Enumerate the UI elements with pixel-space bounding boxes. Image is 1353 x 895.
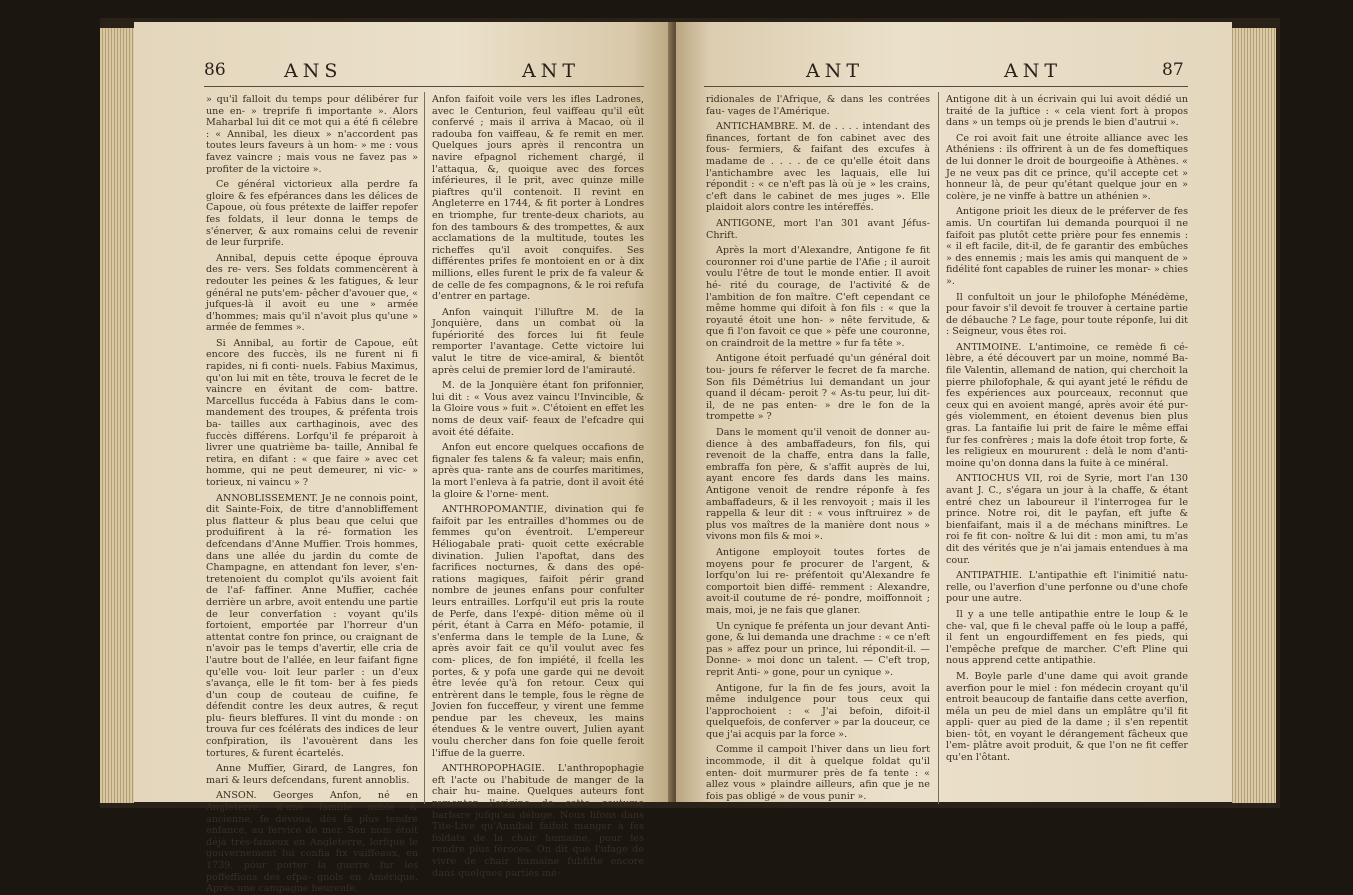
right-running-head-1: ANT — [806, 60, 865, 82]
paragraph: ANTHROPOMANTIE, divination qui fe faifoit par les entrailles d'hommes ou de femmes qu'on éventroit. L'empereur Héliogabale prati- quoit cette exécrable divination. Julien l'apoftat, dans des facrifices nocturnes, & dans des opé- rations magiques, faifoit périr grand nombre de jeunes enfans pour confulter leurs entrailles. Lorfqu'il eut pris la route de Perfe, dans l'expé- dition même où il périt, étant à Carra en Méfo- potamie, il s'enferma dans le temple de la Lune, & après avoir fait ce qu'il voulut avec fes com- plices, de fon impiété, il fcella les portes, & y pofa une garde qui ne devoit être levée qu'à fon retour. Ceux qui entrèrent dans le temple, fous le règne de Jovien fon fucceffeur, y virent une femme pendue par les cheveux, les mains étendues & le ventre ouvert, Julien ayant voulu chercher dans fon foie quelle feroit l'iffue de la guerre. — [432, 504, 644, 759]
paragraph: ANTIPATHIE. L'antipathie eft l'inimitié natu- relle, ou l'averfion d'une perfonne ou d'une chofe pour une autre. — [946, 570, 1188, 605]
page-edges-right — [1232, 28, 1276, 803]
paragraph: Antigone, fur la fin de fes jours, avoit la même indulgence pour tous ceux qui l'approchoient : « J'ai befoin, difoit-il quelquefois, de conferver » par la douceur, ce que j'ai acquis par la force ». — [706, 682, 930, 740]
paragraph: Anfon faifoit voile vers les ifles Ladrones, avec le Centurion, feul vaiffeau qu'il eût confervé ; mais il arriva à Macao, où il radouba fon vaiffeau, & fe remit en mer. Quelques jours après il rencontra un navire efpagnol richement chargé, il l'attaqua, &, quoique avec des forces inférieures, il le prit, avec quinze mille piaftres qu'il contenoit. Il revint en Angleterre en 1744, & fit porter à Londres en triomphe, fur trente-deux chariots, au fon des tambours & des trompettes, & aux acclamations de la multitude, toutes les richeffes qu'il avoit conquifes. Ses différentes prifes fe montoient en or à dix millions, elles furent le prix de fa valeur & de celle de fes compagnons, & le roi refufa d'entrer en partage. — [432, 94, 644, 303]
paragraph: ANTIMOINE. L'antimoine, ce remède fi cé- lèbre, a été découvert par un moine, nommé Ba- file Valentin, allemand de nation, qui cherchoit la pierre philofophale, & qui ayant jeté le réfidu de fes expériences aux pourceaux, reconnut que ceux qui en avoient mangé, après avoir été pur- gés violemment, en étoient devenus bien plus gras. La fantaifie lui prit de faire le même effai fur fes confrères ; mais la dofe étoit trop forte, & les religieux en moururent : delà le nom d'anti- moine qu'on donna dans la fuite à ce minéral. — [946, 341, 1188, 469]
paragraph: Dans le moment qu'il venoit de donner au- dience à des ambaffadeurs, fon fils, qui revenoit de la chaffe, entra dans la falle, embraffa fon père, & s'affit auprès de lui, ayant encore fes dards dans les mains. Antigone venoit de rendre réponfe à fes ambaffadeurs, & il les renvoyoit ; mais il les rappella & leur dit : « vous inftruirez » de plus vos maîtres de la manière dont nous » vivons mon fils & moi ». — [706, 427, 930, 543]
paragraph: M. de la Jonquière étant fon prifonnier, lui dit : « Vous avez vaincu l'Invincible, & la Gloire vous » fuit ». C'étoient en effet les noms de deux vaif- feaux de l'efcadre qui avoit été défaite. — [432, 380, 644, 438]
paragraph: Si Annibal, au fortir de Capoue, eût encore des fuccès, ils ne furent ni fi rapides, ni fi conti- nuels. Fabius Maximus, qu'on lui mit en tête, trouva le fecret de le vaincre en évitant de com- battre. Marcellus fuccéda à Fabius dans le com- mandement des troupes, & préfenta trois ba- tailles aux carthaginois, avec des fuccès différens. Lorfqu'il fe préparoit à livrer une quatrième ba- taille, Annibal fe retira, en difant : « que faire » avec cet homme, qui ne peut demeurer, ni vic- » torieux, ni vaincu » ? — [206, 337, 418, 488]
paragraph: M. Boyle parle d'une dame qui avoit grande averfion pour le miel : fon médecin croyant qu'il entroit beaucoup de fantaifie dans cette averfion, méla un peu de miel dans un emplâtre qu'il fit appli- quer au pied de la dame ; il s'en repentit bien- tôt, en voyant le dérangement fâcheux que l'em- plâtre avoit produit, & que l'on ne fit ceffer qu'en l'ôtant. — [946, 670, 1188, 764]
paragraph: ANTHROPOPHAGIE. L'anthropophagie eft l'acte ou l'habitude de manger de la chair hu- maine. Quelques auteurs font remonter l'origine de cette coutume barbare jufqu'au déluge. Nous lifons dans Tite-Live qu'Annibal faifoit manger à fes foldats de la chair humaine, pour les rendre plus féroces. On dit que l'ufage de vivre de chair humaine fubfifte encore dans quelques parties mé- — [432, 763, 644, 879]
paragraph: ANTICHAMBRE. M. de . . . . intendant des finances, fortant de fon cabinet avec des fous- fermiers, & faifant des excufes à madame de . . . . de ce qu'elle étoit dans l'antichambre avec les laquais, elle lui répondit : « ce n'eft pas là où je » les crains, c'eft dans le cabinet de mes juges ». Elle plaidoit alors contre les intéreffés. — [706, 121, 930, 214]
paragraph: Ce roi avoit fait une étroite alliance avec les Athéniens : ils offrirent à un de fes domeftiques de lui donner le droit de bourgeoifie à Athènes. « Je ne veux pas dit ce prince, qu'il accepte cet » honneur là, de peur qu'étant quelque jour en » colère, je ne vinffe à battre un athénien ». — [946, 132, 1188, 202]
paragraph: ANSON. Georges Anfon, né en Angleterre, d'une famille noble & ancienne, fe dévoua, dès fa plus tendre enfance, au fervice de mer. Son nom étoit déjà très-fameux en Angleterre, lorfque le gouvernement lui confia fix vaiffeaux, en 1739, pour porter la guerre fur les poffeffions des efpa- gnols en Amérique. Après une campagne heureufe, — [206, 790, 418, 895]
paragraph: Il confultoit un jour le philofophe Ménédème, pour favoir s'il devoit fe trouver à certaine partie de débauche ? Le fage, pour toute réponfe, lui dit : Seigneur, vous êtes roi. — [946, 291, 1188, 338]
paragraph: Anfon eut encore quelques occafions de fignaler fes talens & fa valeur; mais enfin, après qua- rante ans de courfes maritimes, la mort l'enleva à fa patrie, dont il avoit été la gloire & l'orne- ment. — [432, 442, 644, 500]
paragraph: Antigone dit à un écrivain qui lui avoit dédié un traité de la juftice : « cela vient fort à propos dans » un temps où je prends le bien d'autrui ». — [946, 94, 1188, 129]
right-head-rule — [704, 86, 1188, 87]
right-running-head-2: ANT — [1004, 60, 1063, 82]
left-column-divider — [424, 92, 425, 804]
left-page-number: 86 — [204, 60, 226, 80]
paragraph: ANNOBLISSEMENT. Je ne connois point, dit Sainte-Foix, de titre d'annobliffement plus flatteur & plus beau que celui que produifirent à la ré- formation les defcendans d'Anne Muffier. Trois hommes, dans une allée du jardin du comte de Champagne, en attendant fon lever, s'en- tretenoient du complot qu'ils avoient fait de l'af- faffiner. Anne Muffier, cachée derrière un arbre, avoit entendu une partie de leur converfation : voyant qu'ils fortoient, emportée par l'horreur d'un attentat contre fon prince, ou craignant de n'avoir pas le temps d'avertir, elle cria de l'autre bout de l'allée, en leur faifant figne qu'elle vou- loit leur parler : un d'eux s'avança, elle le fit tom- ber à fes pieds d'un coup de couteau de cuifine, fe défendit contre les deux autres, & reçut plu- fieurs bleffures. Il vint du monde : on trouva fur ces fcélérats des indices de leur confpiration, ils l'avouèrent dans les tortures, & furent écartelés. — [206, 492, 418, 759]
paragraph: Antigone employoit toutes fortes de moyens pour fe procurer de l'argent, & lorfqu'on lui re- préfentoit qu'Alexandre fe comportoit bien diffé- remment : Alexandre, avoit-il coutume de ré- pondre, moiffonnoit ; mais, moi, je ne fais que glaner. — [706, 546, 930, 616]
paragraph: ANTIGONE, mort l'an 301 avant Jéfus- Chrift. — [706, 217, 930, 241]
paragraph: Un cynique fe préfenta un jour devant Anti- gone, & lui demanda une drachme : « ce n'eft pas » affez pour un prince, lui répondit-il. — Donne- » moi donc un talent. — C'eft trop, reprit Anti- » gone, pour un cynique ». — [706, 620, 930, 678]
left-running-head-1: ANS — [284, 60, 343, 82]
paragraph: Antigone prioit les dieux de le préferver de fes amis. Un courtifan lui demanda pourquoi il ne faifoit pas plutôt cette prière pour fes ennemis : « il eft facile, dit-il, de fe garantir des embûches » des ennemis ; mais les amis qui manquent de » fidélité font capables de ruiner les monar- » chies ». — [946, 206, 1188, 287]
left-column-1 — [206, 94, 418, 895]
paragraph: Anne Muffier, Girard, de Langres, fon mari & leurs defcendans, furent annoblis. — [206, 763, 418, 786]
page-edges-left — [100, 28, 134, 803]
right-page — [676, 22, 1232, 802]
right-column-1 — [706, 94, 930, 804]
left-column-2 — [432, 94, 644, 879]
paragraph: Après la mort d'Alexandre, Antigone fe fit couronner roi d'une partie de l'Afie ; il auroit voulu l'être de tout le monde entier. Il avoit hé- rité du courage, de l'activité & de l'ambition de fon maître. C'eft cependant ce même homme qui difoit à fon fils : « que la royauté étoit une hon- » nête fervitude, & que fi l'on favoit ce que » pèfe une couronne, on craindroit de la mettre » fur fa tête ». — [706, 245, 930, 349]
paragraph: Anfon vainquit l'illuftre M. de la Jonquière, dans un combat où la fupériorité des forces lui fit feule remporter l'avantage. Cette victoire lui valut le titre de vice-amiral, & bientôt après celui de premier lord de l'amirauté. — [432, 306, 644, 376]
right-page-number: 87 — [1162, 60, 1184, 80]
paragraph: ANTIOCHUS VII, roi de Syrie, mort l'an 130 avant J. C., s'égara un jour à la chaffe, & étant entré chez un laboureur il l'interrogea fur le prince. Notre roi, dit le payfan, eft jufte & bienfaifant, mais il a de méchans miniftres. Le roi fe fit con- noître & lui dit : mon ami, tu m'as dit des vérités que je n'ai jamais entendues à ma cour. — [946, 473, 1188, 566]
left-running-head-2: ANT — [522, 60, 581, 82]
paragraph: » qu'il falloit du temps pour délibérer fur une en- » treprife fi importante ». Alors Maharbal lui dit ce mot qui a été fi célebre : « Annibal, les dieux » n'accordent pas toutes leurs faveurs à un hom- » me : vous favez vaincre ; mais vous ne favez pas » profiter de la victoire ». — [206, 94, 418, 175]
right-column-2 — [946, 94, 1188, 804]
left-page — [134, 22, 674, 895]
paragraph: Il y a une telle antipathie entre le loup & le che- val, que fi le cheval paffe où le loup a paffé, il fent un engourdiffement en fes pieds, qui l'empêche prefque de marcher. C'eft Pline qui nous apprend cette antipathie. — [946, 608, 1188, 667]
right-column-divider — [938, 92, 939, 804]
paragraph: Annibal, depuis cette époque éprouva des re- vers. Ses foldats commencèrent à redouter les peines & les fatigues, & leur général ne puts'em- pêcher d'avouer que, « jufques-là il avoit eu une » armée d'hommes; mais qu'il n'avoit plus qu'une » armée de femmes ». — [206, 252, 418, 334]
left-head-rule — [204, 86, 644, 87]
paragraph: ridionales de l'Afrique, & dans les contrées fau- vages de l'Amérique. — [706, 94, 930, 117]
paragraph: Ce général victorieux alla perdre fa gloire & fes efpérances dans les délices de Capoue, où fous prétexte de laiffer repofer fes foldats, il leur donna le temps de s'énerver, & aux romains celui de revenir de leur furprife. — [206, 179, 418, 249]
paragraph: Comme il campoit l'hiver dans un lieu fort incommode, il dit à quelque foldat qu'il enten- doit murmurer près de fa tente : « allez vous » plaindre ailleurs, afin que je ne fois pas obligé » de vous punir ». — [706, 744, 930, 802]
paragraph: Antigone étoit perfuadé qu'un général doit tou- jours fe réferver le fecret de fa marche. Son fils Démétrius lui demandant un jour quand il décam- peroit ? « As-tu peur, lui dit-il, de ne pas enten- » dre le fon de la trompette » ? — [706, 353, 930, 423]
